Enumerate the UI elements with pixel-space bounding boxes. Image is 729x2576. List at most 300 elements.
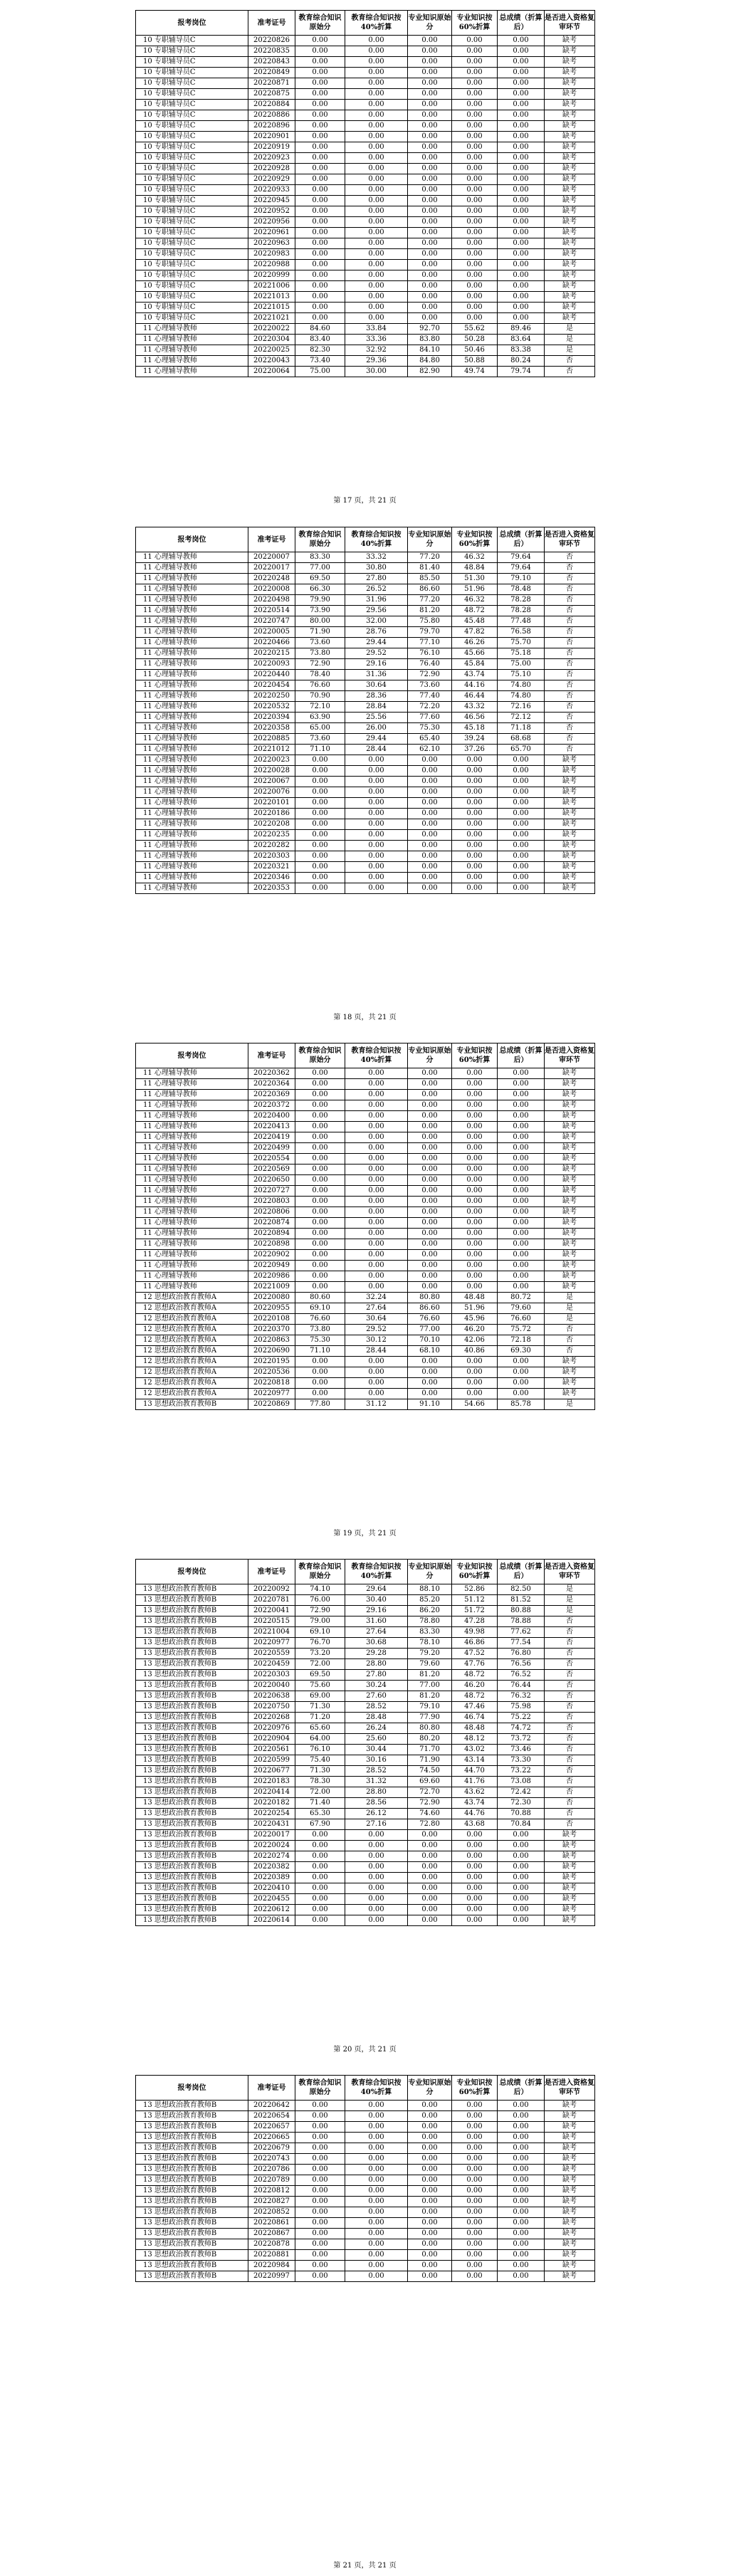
table-cell: 20220431 (248, 1819, 295, 1830)
table-cell: 86.60 (408, 1303, 452, 1314)
table-cell: 0.00 (452, 809, 498, 819)
table-cell: 0.00 (452, 249, 498, 260)
table-row (136, 2165, 595, 2175)
table-cell: 46.26 (452, 638, 498, 648)
table-cell: 40.86 (452, 1346, 498, 1357)
table-cell: 20221013 (248, 292, 295, 303)
table-cell: 缺考 (545, 1282, 595, 1293)
table-cell: 32.24 (345, 1293, 408, 1303)
table-cell: 否 (545, 691, 595, 702)
table-cell: 0.00 (452, 2250, 498, 2261)
table-cell: 缺考 (545, 1197, 595, 1207)
table-cell: 73.80 (295, 1325, 345, 1335)
table-cell: 0.00 (408, 2111, 452, 2122)
table-cell: 0.00 (498, 1218, 545, 1229)
table-cell: 81.20 (408, 1670, 452, 1681)
table-row (136, 638, 595, 648)
table-cell: 20220183 (248, 1777, 295, 1787)
table-cell: 13 思想政治教育教师B (136, 1798, 248, 1809)
table-cell: 0.00 (498, 185, 545, 196)
table-cell: 0.00 (408, 1186, 452, 1197)
table-cell: 0.00 (452, 46, 498, 57)
column-header: 教育综合知识按40%折算 (345, 1560, 408, 1584)
table-cell: 75.98 (498, 1702, 545, 1713)
table-cell: 20220346 (248, 873, 295, 883)
table-cell: 20220679 (248, 2143, 295, 2154)
table-cell: 13 思想政治教育教师B (136, 2101, 248, 2111)
table-cell: 73.60 (295, 638, 345, 648)
table-cell: 52.86 (452, 1584, 498, 1595)
table-cell: 86.60 (408, 584, 452, 595)
table-row (136, 1378, 595, 1389)
table-cell: 0.00 (295, 1851, 345, 1862)
table-cell: 20220041 (248, 1606, 295, 1616)
table-cell: 0.00 (408, 1873, 452, 1883)
table-cell: 20220896 (248, 121, 295, 132)
table-cell: 缺考 (545, 883, 595, 894)
table-cell: 0.00 (408, 2239, 452, 2250)
table-cell: 20220885 (248, 734, 295, 745)
table-cell: 0.00 (345, 78, 408, 89)
table-cell: 0.00 (408, 851, 452, 862)
table-cell: 0.00 (452, 1218, 498, 1229)
table-cell: 0.00 (498, 2154, 545, 2165)
table-cell: 69.50 (295, 574, 345, 584)
table-cell: 27.64 (345, 1303, 408, 1314)
table-cell: 11 心理辅导教师 (136, 841, 248, 851)
table-cell: 0.00 (498, 313, 545, 324)
table-cell: 否 (545, 1335, 595, 1346)
table-cell: 20220861 (248, 2218, 295, 2229)
table-cell: 0.00 (452, 1894, 498, 1905)
table-cell: 72.30 (498, 1798, 545, 1809)
table-cell: 72.12 (498, 713, 545, 723)
table-cell: 0.00 (345, 121, 408, 132)
table-cell: 缺考 (545, 292, 595, 303)
table-cell: 20220886 (248, 110, 295, 121)
table-cell: 0.00 (295, 2250, 345, 2261)
table-cell: 0.00 (408, 1143, 452, 1154)
table-row (136, 787, 595, 798)
table-cell: 39.24 (452, 734, 498, 745)
table-cell: 0.00 (452, 2229, 498, 2239)
table-row (136, 1090, 595, 1100)
table-cell: 0.00 (452, 1282, 498, 1293)
table-cell: 47.82 (452, 627, 498, 638)
table-cell: 0.00 (295, 755, 345, 766)
table-cell: 32.00 (345, 616, 408, 627)
table-cell: 0.00 (295, 2143, 345, 2154)
table-cell: 0.00 (345, 238, 408, 249)
table-cell: 75.18 (498, 648, 545, 659)
table-cell: 0.00 (408, 2143, 452, 2154)
table-cell: 20220781 (248, 1595, 295, 1606)
table-row (136, 584, 595, 595)
table-row (136, 1186, 595, 1197)
score-table-page (135, 10, 594, 377)
table-row (136, 574, 595, 584)
table-row (136, 2154, 595, 2165)
table-cell: 20220871 (248, 78, 295, 89)
table-cell: 否 (545, 1745, 595, 1755)
table-cell: 0.00 (345, 303, 408, 313)
table-cell: 0.00 (498, 89, 545, 100)
table-cell: 0.00 (498, 1389, 545, 1399)
table-cell: 缺考 (545, 1175, 595, 1186)
table-cell: 缺考 (545, 1186, 595, 1197)
table-cell: 0.00 (295, 2239, 345, 2250)
table-cell: 0.00 (498, 1894, 545, 1905)
table-cell: 20221004 (248, 1627, 295, 1638)
table-cell: 10 专职辅导员C (136, 260, 248, 270)
table-row (136, 1798, 595, 1809)
table-row (136, 670, 595, 680)
table-cell: 是 (545, 1399, 595, 1410)
table-cell: 0.00 (295, 883, 345, 894)
table-cell: 11 心理辅导教师 (136, 1154, 248, 1165)
table-cell: 0.00 (345, 1873, 408, 1883)
table-cell: 20220022 (248, 324, 295, 335)
table-cell: 20220806 (248, 1207, 295, 1218)
table-cell: 0.00 (498, 1271, 545, 1282)
table-cell: 76.52 (498, 1670, 545, 1681)
table-cell: 75.00 (295, 367, 345, 377)
table-cell: 0.00 (345, 819, 408, 830)
table-cell: 73.08 (498, 1777, 545, 1787)
table-cell: 0.00 (452, 1229, 498, 1239)
column-header: 是否进入资格复审环节 (545, 1043, 595, 1068)
table-cell: 0.00 (295, 206, 345, 217)
table-header-row (136, 1043, 595, 1068)
table-cell: 77.00 (408, 1325, 452, 1335)
table-row (136, 68, 595, 78)
table-cell: 0.00 (345, 2218, 408, 2229)
table-cell: 0.00 (452, 1207, 498, 1218)
table-cell: 缺考 (545, 1905, 595, 1915)
table-cell: 0.00 (295, 1894, 345, 1905)
table-cell: 20220894 (248, 1229, 295, 1239)
column-header: 专业知识原始分 (408, 11, 452, 36)
table-cell: 20220569 (248, 1165, 295, 1175)
table-cell: 20220250 (248, 691, 295, 702)
table-cell: 0.00 (345, 1143, 408, 1154)
table-cell: 缺考 (545, 303, 595, 313)
table-cell: 0.00 (498, 1090, 545, 1100)
table-cell: 缺考 (545, 2122, 595, 2133)
table-cell: 80.24 (498, 356, 545, 367)
table-cell: 0.00 (452, 57, 498, 68)
table-cell: 25.60 (345, 1734, 408, 1745)
column-header: 是否进入资格复审环节 (545, 527, 595, 552)
table-header-row (136, 1560, 595, 1584)
table-cell: 0.00 (498, 1122, 545, 1132)
table-cell: 否 (545, 680, 595, 691)
table-cell: 13 思想政治教育教师B (136, 1713, 248, 1723)
table-cell: 69.60 (408, 1777, 452, 1787)
table-cell: 20220875 (248, 89, 295, 100)
table-row (136, 281, 595, 292)
table-cell: 75.22 (498, 1713, 545, 1723)
table-cell: 0.00 (295, 2197, 345, 2207)
table-cell: 13 思想政治教育教师B (136, 1670, 248, 1681)
table-cell: 11 心理辅导教师 (136, 1197, 248, 1207)
table-cell: 72.00 (295, 1787, 345, 1798)
table-cell: 11 心理辅导教师 (136, 1143, 248, 1154)
table-cell: 11 心理辅导教师 (136, 755, 248, 766)
table-cell: 79.10 (408, 1702, 452, 1713)
table-row (136, 1606, 595, 1616)
table-cell: 0.00 (345, 1389, 408, 1399)
table-cell: 13 思想政治教育教师B (136, 1777, 248, 1787)
table-cell: 0.00 (345, 2143, 408, 2154)
table-cell: 0.00 (498, 1357, 545, 1367)
table-cell: 0.00 (408, 2250, 452, 2261)
table-cell: 70.10 (408, 1335, 452, 1346)
table-cell: 否 (545, 659, 595, 670)
table-cell: 0.00 (295, 1239, 345, 1250)
table-cell: 29.52 (345, 648, 408, 659)
table-cell: 0.00 (452, 1079, 498, 1090)
table-cell: 0.00 (345, 1367, 408, 1378)
table-cell: 0.00 (408, 1250, 452, 1261)
table-cell: 44.16 (452, 680, 498, 691)
table-cell: 0.00 (452, 1165, 498, 1175)
table-row (136, 367, 595, 377)
table-cell: 0.00 (408, 2229, 452, 2239)
table-cell: 缺考 (545, 249, 595, 260)
table-cell: 0.00 (295, 313, 345, 324)
table-cell: 71.90 (295, 627, 345, 638)
table-cell: 0.00 (345, 292, 408, 303)
table-cell: 11 心理辅导教师 (136, 1090, 248, 1100)
table-cell: 69.50 (295, 1670, 345, 1681)
table-cell: 30.64 (345, 680, 408, 691)
table-cell: 0.00 (408, 68, 452, 78)
table-cell: 否 (545, 1809, 595, 1819)
table-cell: 否 (545, 356, 595, 367)
table-cell: 65.30 (295, 1809, 345, 1819)
table-cell: 0.00 (295, 1261, 345, 1271)
table-cell: 0.00 (408, 1068, 452, 1079)
table-cell: 10 专职辅导员C (136, 46, 248, 57)
table-cell: 13 思想政治教育教师B (136, 1659, 248, 1670)
table-cell: 13 思想政治教育教师B (136, 1819, 248, 1830)
table-cell: 缺考 (545, 777, 595, 787)
table-cell: 0.00 (498, 249, 545, 260)
table-cell: 11 心理辅导教师 (136, 1282, 248, 1293)
table-cell: 0.00 (345, 2111, 408, 2122)
table-cell: 73.30 (498, 1755, 545, 1766)
table-cell: 20220988 (248, 260, 295, 270)
table-cell: 20220976 (248, 1723, 295, 1734)
table-cell: 0.00 (295, 1873, 345, 1883)
table-cell: 0.00 (408, 1915, 452, 1926)
table-cell: 20220454 (248, 680, 295, 691)
table-row (136, 121, 595, 132)
table-cell: 50.46 (452, 345, 498, 356)
table-cell: 是 (545, 335, 595, 345)
table-cell: 91.10 (408, 1399, 452, 1410)
table-cell: 0.00 (408, 766, 452, 777)
table-cell: 0.00 (408, 1905, 452, 1915)
table-cell: 77.54 (498, 1638, 545, 1649)
table-cell: 73.40 (295, 356, 345, 367)
table-row (136, 1862, 595, 1873)
table-cell: 20220389 (248, 1873, 295, 1883)
table-cell: 0.00 (452, 1389, 498, 1399)
table-cell: 45.18 (452, 723, 498, 734)
table-row (136, 1346, 595, 1357)
table-cell: 缺考 (545, 1090, 595, 1100)
table-cell: 29.36 (345, 356, 408, 367)
table-cell: 20220997 (248, 2271, 295, 2282)
table-header-row (136, 527, 595, 552)
table-cell: 73.80 (295, 648, 345, 659)
table-cell: 0.00 (345, 1261, 408, 1271)
table-cell: 20220650 (248, 1175, 295, 1186)
table-cell: 0.00 (408, 164, 452, 174)
column-header: 报考岗位 (136, 2076, 248, 2101)
table-cell: 0.00 (452, 121, 498, 132)
table-cell: 0.00 (408, 1894, 452, 1905)
table-cell: 否 (545, 627, 595, 638)
table-row (136, 2122, 595, 2133)
table-cell: 46.86 (452, 1638, 498, 1649)
table-cell: 缺考 (545, 1862, 595, 1873)
table-cell: 75.30 (295, 1335, 345, 1346)
table-cell: 20220282 (248, 841, 295, 851)
table-cell: 11 心理辅导教师 (136, 1132, 248, 1143)
table-cell: 缺考 (545, 2154, 595, 2165)
table-cell: 0.00 (498, 238, 545, 249)
table-cell: 13 思想政治教育教师B (136, 2186, 248, 2197)
table-cell: 0.00 (408, 142, 452, 153)
table-cell: 0.00 (498, 1079, 545, 1090)
table-cell: 83.30 (408, 1627, 452, 1638)
table-cell: 11 心理辅导教师 (136, 702, 248, 713)
column-header: 专业知识原始分 (408, 1560, 452, 1584)
table-cell: 20220826 (248, 36, 295, 46)
table-cell: 0.00 (452, 2197, 498, 2207)
table-cell: 0.00 (452, 1851, 498, 1862)
table-row (136, 1239, 595, 1250)
table-cell: 0.00 (498, 2239, 545, 2250)
table-row (136, 2133, 595, 2143)
table-cell: 11 心理辅导教师 (136, 851, 248, 862)
table-cell: 0.00 (452, 1830, 498, 1841)
table-cell: 0.00 (295, 1132, 345, 1143)
table-cell: 0.00 (498, 2261, 545, 2271)
table-cell: 0.00 (498, 2250, 545, 2261)
table-cell: 0.00 (498, 1378, 545, 1389)
table-cell: 0.00 (345, 100, 408, 110)
table-cell: 13 思想政治教育教师B (136, 2250, 248, 2261)
table-cell: 缺考 (545, 281, 595, 292)
table-cell: 27.80 (345, 1670, 408, 1681)
table-cell: 0.00 (498, 2229, 545, 2239)
table-cell: 0.00 (498, 1197, 545, 1207)
table-cell: 50.88 (452, 356, 498, 367)
table-cell: 13 思想政治教育教师B (136, 2218, 248, 2229)
table-cell: 11 心理辅导教师 (136, 324, 248, 335)
table-cell: 缺考 (545, 862, 595, 873)
table-cell: 0.00 (295, 798, 345, 809)
table-cell: 81.20 (408, 606, 452, 616)
table-cell: 0.00 (295, 2122, 345, 2133)
table-cell: 48.84 (452, 563, 498, 574)
table-row (136, 1627, 595, 1638)
table-cell: 0.00 (408, 36, 452, 46)
table-cell: 11 心理辅导教师 (136, 819, 248, 830)
table-cell: 缺考 (545, 841, 595, 851)
table-cell: 0.00 (498, 809, 545, 819)
table-cell: 0.00 (452, 851, 498, 862)
table-cell: 0.00 (345, 2122, 408, 2133)
column-header: 是否进入资格复审环节 (545, 2076, 595, 2101)
table-row (136, 46, 595, 57)
table-row (136, 1303, 595, 1314)
table-cell: 0.00 (498, 873, 545, 883)
table-cell: 缺考 (545, 217, 595, 228)
table-cell: 11 心理辅导教师 (136, 1122, 248, 1132)
table-cell: 20220017 (248, 1830, 295, 1841)
table-cell: 0.00 (345, 1229, 408, 1239)
table-cell: 12 思想政治教育教师A (136, 1378, 248, 1389)
table-cell: 否 (545, 1325, 595, 1335)
column-header: 总成绩（折算后） (498, 1043, 545, 1068)
table-cell: 11 心理辅导教师 (136, 862, 248, 873)
table-cell: 20220028 (248, 766, 295, 777)
table-row (136, 164, 595, 174)
table-cell: 11 心理辅导教师 (136, 1261, 248, 1271)
table-cell: 78.80 (408, 1616, 452, 1627)
table-cell: 缺考 (545, 2197, 595, 2207)
table-cell: 20220923 (248, 153, 295, 164)
table-cell: 20220901 (248, 132, 295, 142)
table-cell: 30.68 (345, 1638, 408, 1649)
table-cell: 缺考 (545, 766, 595, 777)
table-cell: 11 心理辅导教师 (136, 638, 248, 648)
table-cell: 0.00 (295, 1197, 345, 1207)
table-cell: 11 心理辅导教师 (136, 777, 248, 787)
table-cell: 12 思想政治教育教师A (136, 1335, 248, 1346)
table-cell: 0.00 (498, 142, 545, 153)
table-cell: 0.00 (345, 798, 408, 809)
table-cell: 11 心理辅导教师 (136, 1271, 248, 1282)
table-cell: 20220182 (248, 1798, 295, 1809)
table-cell: 76.60 (408, 1314, 452, 1325)
table-cell: 20221006 (248, 281, 295, 292)
table-cell: 否 (545, 584, 595, 595)
table-cell: 0.00 (452, 1841, 498, 1851)
table-row (136, 723, 595, 734)
table-cell: 75.72 (498, 1325, 545, 1335)
table-cell: 缺考 (545, 1271, 595, 1282)
table-cell: 20220983 (248, 249, 295, 260)
table-cell: 0.00 (408, 862, 452, 873)
table-cell: 0.00 (498, 68, 545, 78)
table-cell: 13 思想政治教育教师B (136, 1649, 248, 1659)
table-row (136, 1616, 595, 1627)
table-cell: 20220498 (248, 595, 295, 606)
table-cell: 20220881 (248, 2250, 295, 2261)
table-cell: 0.00 (408, 2207, 452, 2218)
table-cell: 71.70 (408, 1745, 452, 1755)
table-cell: 69.10 (295, 1627, 345, 1638)
table-cell: 0.00 (295, 153, 345, 164)
table-cell: 0.00 (408, 1841, 452, 1851)
table-cell: 0.00 (295, 57, 345, 68)
